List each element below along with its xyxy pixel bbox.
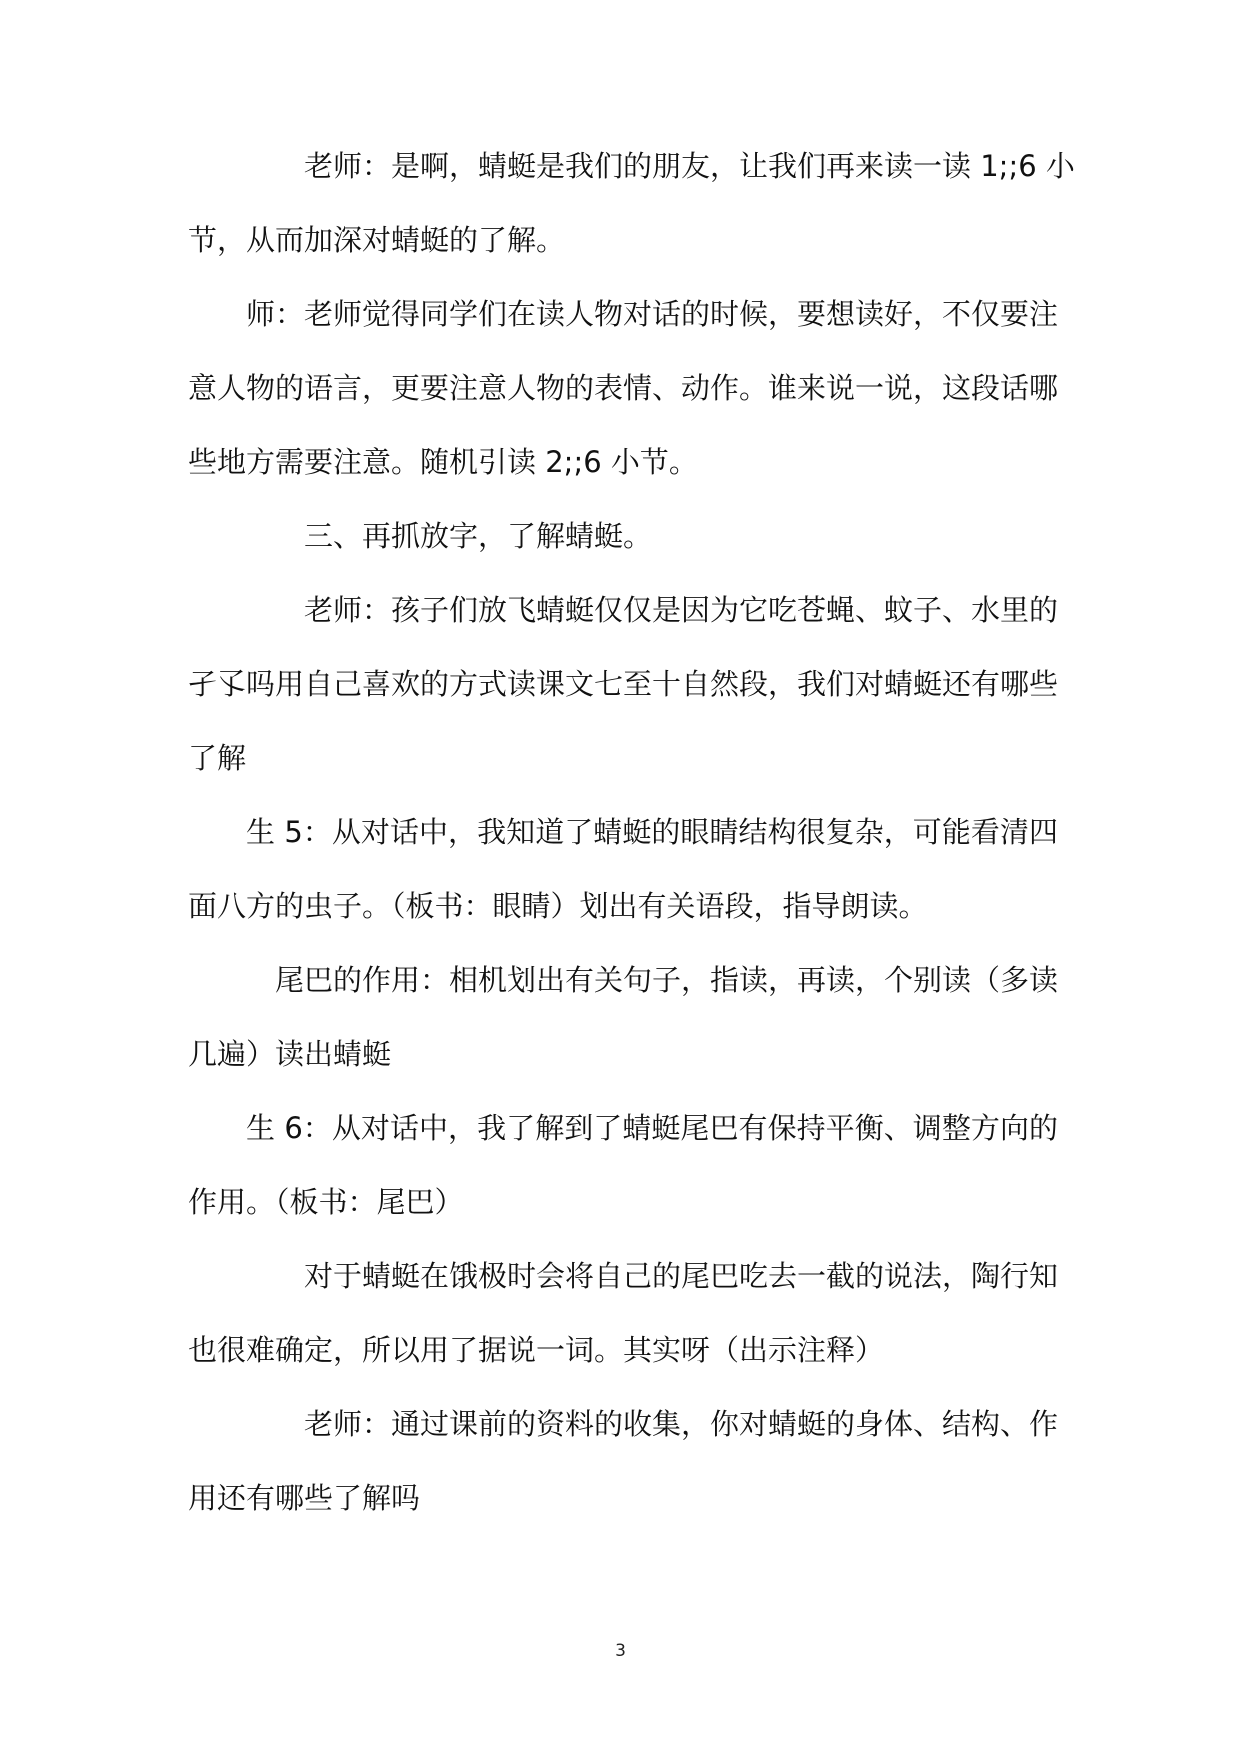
paragraph-line: 节，从而加深对蜻蜓的了解。 [188,223,566,257]
paragraph-line: 面八方的虫子。（板书：眼睛）划出有关语段，指导朗读。 [188,889,928,923]
paragraph-line: 生 6：从对话中，我了解到了蜻蜓尾巴有保持平衡、调整方向的 [246,1111,1058,1145]
page-number: 3 [615,1641,626,1661]
paragraph-line: 尾巴的作用：相机划出有关句子，指读，再读，个别读（多读 [275,963,1059,997]
paragraph-line: 对于蜻蜓在饿极时会将自己的尾巴吃去一截的说法，陶行知 [304,1259,1059,1293]
paragraph-line: 意人物的语言，更要注意人物的表情、动作。谁来说一说，这段话哪 [188,371,1059,405]
paragraph-line: 作用。（板书：尾巴） [188,1185,464,1219]
paragraph-line: 些地方需要注意。随机引读 2;;6 小节。 [188,445,698,479]
body-text [188,148,1075,1554]
section-heading: 三、再抓放字，了解蜻蜓。 [304,519,653,553]
paragraph-line: 孑孓吗用自己喜欢的方式读课文七至十自然段，我们对蜻蜓还有哪些 [188,667,1059,701]
paragraph-line: 师：老师觉得同学们在读人物对话的时候，要想读好，不仅要注 [246,297,1059,331]
paragraph-line: 用还有哪些了解吗 [188,1481,421,1515]
paragraph-line: 几遍）读出蜻蜓 [188,1037,392,1071]
paragraph-line: 老师：是啊，蜻蜓是我们的朋友，让我们再来读一读 1;;6 小 [304,149,1075,183]
paragraph-line: 也很难确定，所以用了据说一词。其实呀（出示注释） [188,1333,885,1367]
paragraph-line: 老师：孩子们放飞蜻蜓仅仅是因为它吃苍蝇、蚊子、水里的 [304,593,1059,627]
paragraph-line: 老师：通过课前的资料的收集，你对蜻蜓的身体、结构、作 [304,1407,1059,1441]
paragraph-line: 了解 [188,741,247,775]
paragraph-line: 生 5：从对话中，我知道了蜻蜓的眼睛结构很复杂，可能看清四 [246,815,1058,849]
